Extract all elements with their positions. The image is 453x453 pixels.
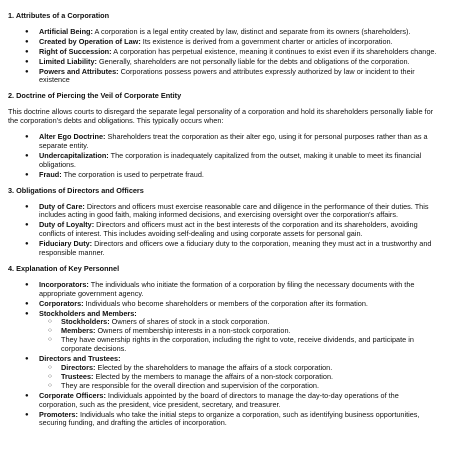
section-key-personnel — [8, 265, 439, 428]
item-text: They have ownership rights in the corporation, including the right to vote, receive dividends, and participate in corporate decisions. — [61, 335, 414, 354]
item-text: Corporations possess powers and attributes expressly authorized by law or incident to their existence — [39, 66, 415, 85]
item-text: A corporation has perpetual existence, meaning it continues to exist even if its shareholders change. — [111, 46, 437, 56]
item-term: Alter Ego Doctrine: — [39, 132, 106, 142]
item-text: Elected by the shareholders to manage the affairs of a stock corporation. — [95, 363, 333, 372]
list-item — [8, 28, 439, 37]
bullet-list — [8, 133, 439, 180]
item-term: Trustees: — [61, 371, 94, 381]
item-text: Owners of shares of stock in a stock corporation. — [109, 317, 270, 327]
list-item — [8, 411, 439, 429]
item-term: Undercapitalization: — [39, 150, 109, 160]
item-text: Directors and officers must exercise reasonable care and diligence in the performance of their duties. This includes acting in good faith, making informed decisions, and exercising oversight over the corporation's affairs. — [39, 201, 429, 220]
item-term: Stockholders: — [61, 317, 110, 327]
sub-list-item — [8, 336, 439, 354]
item-text: They are responsible for the overall direction and supervision of the corporation. — [61, 380, 319, 390]
item-term: Promoters: — [39, 409, 78, 419]
section-obligations — [8, 187, 439, 258]
list-item — [8, 152, 439, 170]
list-item — [8, 300, 439, 309]
item-text: Elected by the members to manage the affairs of a non-stock corporation. — [93, 371, 334, 381]
item-term: Duty of Care: — [39, 201, 85, 211]
item-term: Corporate Officers: — [39, 390, 106, 400]
item-term: Powers and Attributes: — [39, 66, 119, 76]
item-term: Artificial Being: — [39, 26, 93, 36]
item-term: Directors: — [61, 363, 96, 372]
list-item — [8, 133, 439, 151]
section-attributes — [8, 12, 439, 85]
section-piercing-veil — [8, 92, 439, 179]
sub-list-item — [8, 382, 439, 391]
item-text: Individuals who take the initial steps to organize a corporation, such as identifying business opportunities, securing funding, and drafting the articles of incorporation. — [39, 409, 420, 428]
bullet-list — [8, 203, 439, 258]
section-heading: 1. Attributes of a Corporation — [8, 11, 110, 20]
item-term: Stockholders and Members: — [39, 308, 137, 318]
bullet-list — [8, 281, 439, 429]
item-text: Directors and officers owe a fiduciary duty to the corporation, meaning they must act in a trustworthy and responsible manner. — [39, 239, 432, 258]
item-term: Fiduciary Duty: — [39, 239, 93, 249]
item-term: Directors and Trustees: — [39, 354, 121, 364]
sub-bullet-list — [39, 318, 439, 354]
bullet-list — [8, 28, 439, 85]
item-text: The corporation is inadequately capitalized from the outset, making it unable to meet its financial obligations. — [39, 150, 422, 169]
list-item — [8, 221, 439, 239]
list-item — [8, 392, 439, 410]
section-heading: 4. Explanation of Key Personnel — [8, 263, 120, 273]
list-item — [8, 171, 439, 180]
item-term: Limited Liability: — [39, 56, 97, 66]
item-text: The corporation is used to perpetrate fraud. — [61, 169, 204, 179]
list-item — [8, 48, 439, 57]
item-text: Shareholders treat the corporation as their alter ego, using it for personal purposes rather than as a separate entity. — [39, 132, 428, 150]
item-text: Generally, shareholders are not personally liable for the debts and obligations of the corporation. — [96, 56, 410, 66]
item-text: A corporation is a legal entity created by law, distinct and separate from its owners (shareholders). — [92, 26, 411, 36]
list-item — [8, 310, 439, 355]
item-term: Corporators: — [39, 298, 84, 308]
list-item — [8, 203, 439, 221]
item-text: Individuals who become shareholders or members of the corporation after its formation. — [83, 298, 368, 308]
item-term: Duty of Loyalty: — [39, 220, 95, 230]
item-term: Right of Succession: — [39, 46, 112, 56]
item-term: Members: — [61, 326, 96, 336]
sub-bullet-list — [39, 364, 439, 391]
item-term: Incorporators: — [39, 279, 89, 289]
list-item — [8, 58, 439, 67]
section-heading: 3. Obligations of Directors and Officers — [8, 185, 144, 195]
item-text: Individuals appointed by the board of directors to manage the day-to-day operations of the corporation, such as the president, vice president, secretary, and treasurer. — [39, 390, 399, 409]
item-term: Created by Operation of Law: — [39, 36, 141, 46]
list-item — [8, 240, 439, 258]
item-term: Fraud: — [39, 169, 62, 179]
item-text: Its existence is derived from a government charter or articles of incorporation. — [140, 36, 393, 46]
section-heading: 2. Doctrine of Piercing the Veil of Corporate Entity — [8, 91, 182, 101]
item-text: Directors and officers must act in the best interests of the corporation and its shareholders, avoiding conflicts of interest. This includes avoiding self-dealing and using corporate assets for personal gain. — [39, 220, 418, 239]
section-intro: This doctrine allows courts to disregard the separate legal personality of a corporation and hold its shareholders personally liable for the corporation's debts and obligations. This typically occurs when: — [8, 107, 434, 126]
list-item — [8, 355, 439, 391]
item-text: The individuals who initiate the formation of a corporation by filing the necessary documents with the appropriate government agency. — [39, 279, 415, 298]
list-item — [8, 281, 439, 299]
item-text: Owners of membership interests in a non-stock corporation. — [95, 326, 291, 336]
list-item — [8, 38, 439, 47]
list-item — [8, 68, 439, 86]
